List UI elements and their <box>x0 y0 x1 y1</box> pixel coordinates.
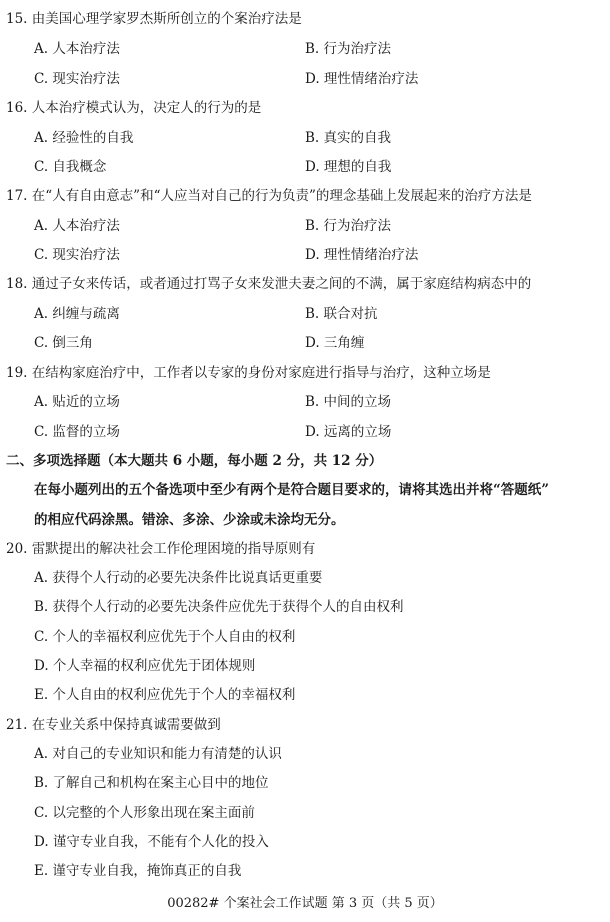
question-16-option-a: A. 经验性的自我 <box>34 130 134 146</box>
question-17-option-a: A. 人本治疗法 <box>34 218 120 234</box>
question-17-option-c: C. 现实治疗法 <box>34 247 120 263</box>
page-footer: 00282# 个案社会工作试题 第 3 页（共 5 页） <box>167 896 443 911</box>
question-21-option-b: B. 了解自己和机构在案主心目中的地位 <box>34 775 269 791</box>
question-21-option-c: C. 以完整的个人形象出现在案主面前 <box>34 805 255 821</box>
question-18-option-b: B. 联合对抗 <box>305 306 378 322</box>
question-19-option-c: C. 监督的立场 <box>34 424 120 440</box>
question-15-option-a: A. 人本治疗法 <box>34 41 120 57</box>
question-15-stem: 15. 由美国心理学家罗杰斯所创立的个案治疗法是 <box>6 11 302 27</box>
section-2-instruction-line-2: 的相应代码涂黑。错涂、多涂、少涂或未涂均无分。 <box>34 512 345 528</box>
question-17-stem: 17. 在“人有自由意志”和“人应当对自己的行为负责”的理念基础上发展起来的治疗方法是 <box>6 188 532 204</box>
question-17-option-b: B. 行为治疗法 <box>305 218 392 234</box>
question-16-stem: 16. 人本治疗模式认为，决定人的行为的是 <box>6 100 262 116</box>
section-2-instruction-line-1: 在每小题列出的五个备选项中至少有两个是符合题目要求的，请将其选出并将“答题纸” <box>34 482 550 498</box>
question-19-option-d: D. 远离的立场 <box>305 424 392 440</box>
question-21-option-e: E. 谨守专业自我，掩饰真正的自我 <box>34 863 242 879</box>
question-21-option-a: A. 对自己的专业知识和能力有清楚的认识 <box>34 746 282 762</box>
question-15-option-c: C. 现实治疗法 <box>34 71 120 87</box>
question-20-option-e: E. 个人自由的权利应优先于个人的幸福权利 <box>34 687 296 703</box>
question-18-option-d: D. 三角缠 <box>305 335 365 351</box>
question-20-stem: 20. 雷默提出的解决社会工作伦理困境的指导原则有 <box>6 541 316 557</box>
question-20-option-c: C. 个人的幸福权利应优先于个人自由的权利 <box>34 629 296 645</box>
question-21-option-d: D. 谨守专业自我，不能有个人化的投入 <box>34 834 269 850</box>
question-17-option-d: D. 理性情绪治疗法 <box>305 247 419 263</box>
question-18-option-a: A. 纠缠与疏离 <box>34 306 120 322</box>
question-16-option-b: B. 真实的自我 <box>305 130 392 146</box>
question-19-stem: 19. 在结构家庭治疗中，工作者以专家的身份对家庭进行指导与治疗，这种立场是 <box>6 365 491 381</box>
question-20-option-a: A. 获得个人行动的必要先决条件比说真话更重要 <box>34 570 323 586</box>
question-15-option-b: B. 行为治疗法 <box>305 41 392 57</box>
question-15-option-d: D. 理性情绪治疗法 <box>305 71 419 87</box>
question-19-option-a: A. 贴近的立场 <box>34 394 120 410</box>
question-19-option-b: B. 中间的立场 <box>305 394 392 410</box>
section-2-title: 二、多项选择题（本大题共 6 小题，每小题 2 分，共 12 分） <box>6 453 383 469</box>
question-20-option-d: D. 个人幸福的权利应优先于团体规则 <box>34 658 256 674</box>
question-21-stem: 21. 在专业关系中保持真诚需要做到 <box>6 717 221 733</box>
question-20-option-b: B. 获得个人行动的必要先决条件应优先于获得个人的自由权利 <box>34 599 404 615</box>
question-16-option-c: C. 自我概念 <box>34 159 107 175</box>
question-18-stem: 18. 通过子女来传话，或者通过打骂子女来发泄夫妻之间的不满，属于家庭结构病态中的 <box>6 276 532 292</box>
question-18-option-c: C. 倒三角 <box>34 335 93 351</box>
question-16-option-d: D. 理想的自我 <box>305 159 392 175</box>
